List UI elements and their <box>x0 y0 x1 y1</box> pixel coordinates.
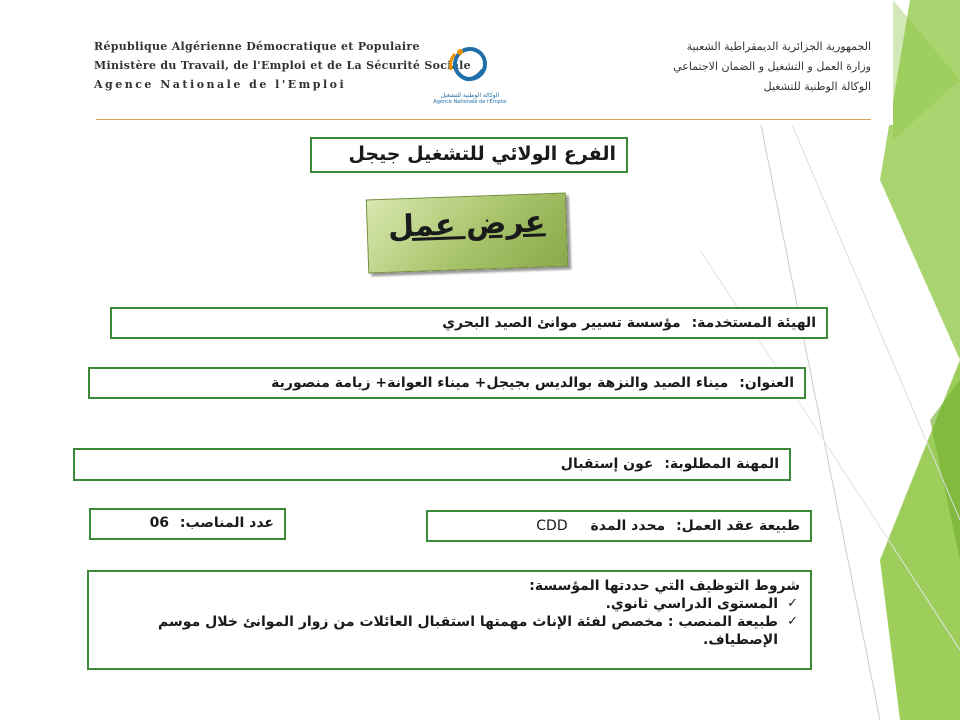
contract-label: طبيعة عقد العمل: <box>676 518 800 534</box>
job-field <box>73 448 791 481</box>
letterhead-fr-line1: République Algérienne Démocratique et Populaire <box>94 40 420 53</box>
anem-logo-icon <box>445 40 495 90</box>
posts-label: عدد المناصب: <box>179 515 274 531</box>
list-item <box>89 595 800 613</box>
logo-french-text: Agence Nationale de l'Emploi <box>433 99 507 105</box>
letterhead-rule <box>96 119 871 120</box>
checkmark-icon: ✓ <box>787 596 798 611</box>
conditions-box <box>87 570 812 670</box>
employer-label: الهيئة المستخدمة: <box>691 315 816 331</box>
address-value: ميناء الصيد والنزهة بوالديس بجيجل+ ميناء العوانة+ زيامة منصورية <box>271 375 729 391</box>
branch-title: الفرع الولائي للتشغيل جيجل <box>310 137 628 173</box>
contract-code: CDD <box>536 518 568 534</box>
job-label: المهنة المطلوبة: <box>664 456 779 472</box>
address-label: العنوان: <box>739 375 794 391</box>
letterhead-fr-line2: Ministère du Travail, de l'Emploi et de La Sécurité Sociale <box>94 59 471 72</box>
checkmark-icon: ✓ <box>787 614 798 629</box>
logo-arabic-text: الوكالة الوطنية للتشغيل <box>440 92 500 99</box>
letterhead-ar-line1: الجمهورية الجزائرية الديمقراطية الشعبية <box>686 40 871 53</box>
letterhead-fr-line3: Agence Nationale de l'Emploi <box>94 78 347 91</box>
job-offer-banner <box>366 193 568 274</box>
conditions-title: شروط التوظيف التي حددتها المؤسسة: <box>529 578 800 594</box>
conditions-list <box>89 595 800 649</box>
letterhead-ar-line2: وزارة العمل و التشغيل و الضمان الاجتماعي <box>673 60 871 73</box>
job-offer-label: عرض عمل <box>387 204 546 245</box>
letterhead <box>78 12 893 125</box>
employer-field <box>110 307 828 339</box>
address-field <box>88 367 806 399</box>
employer-value: مؤسسة تسيير موانئ الصيد البحري <box>442 315 681 331</box>
letterhead-ar-line3: الوكالة الوطنية للتشغيل <box>763 80 871 93</box>
contract-value: محدد المدة <box>590 518 666 534</box>
posts-field <box>89 508 286 540</box>
job-value: عون إستقبال <box>560 456 654 472</box>
list-item <box>89 613 800 649</box>
posts-value: 06 <box>149 515 170 531</box>
condition-text: طبيعة المنصب : مخصص لفئة الإناث مهمتها استقبال العائلات من زوار الموانئ خلال موسم الإصطياف. <box>158 614 778 648</box>
condition-text: المستوى الدراسي ثانوي. <box>605 596 778 612</box>
anem-logo <box>430 40 510 120</box>
contract-field <box>426 510 812 542</box>
